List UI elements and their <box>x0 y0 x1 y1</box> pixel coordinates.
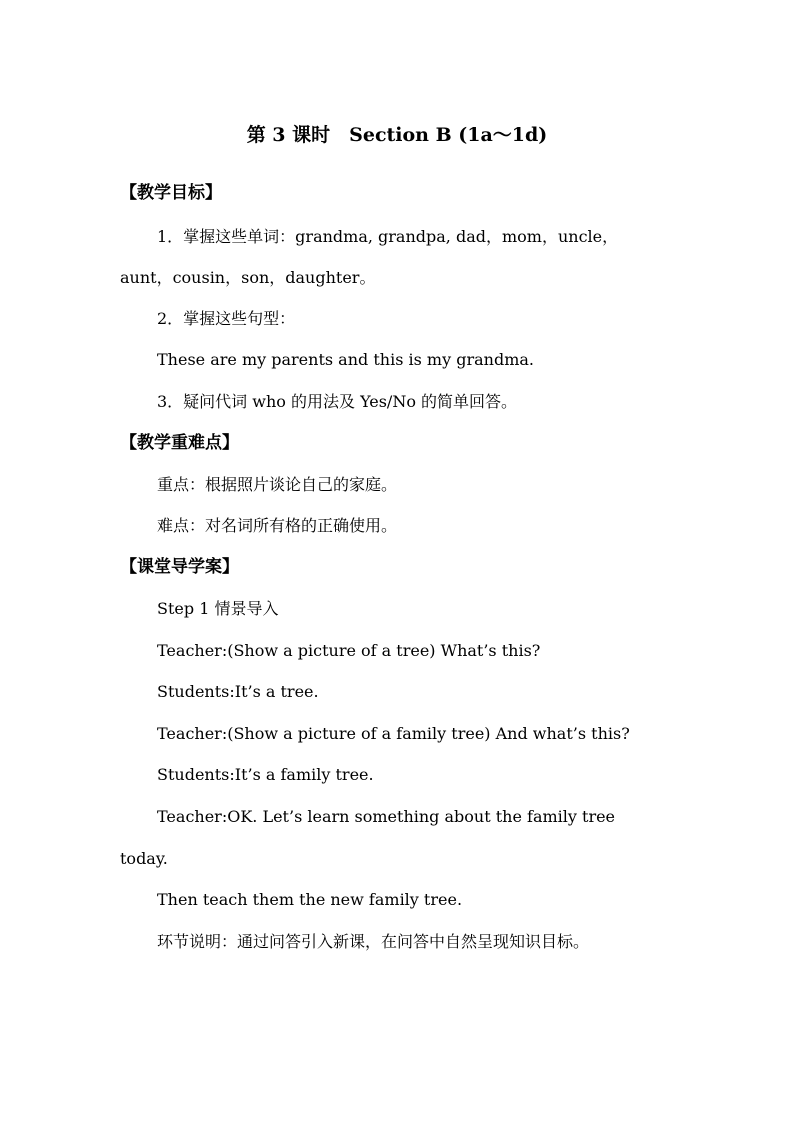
key-point-line: 难点：对名词所有格的正确使用。 <box>157 516 398 535</box>
objective-line: 3．疑问代词 who 的用法及 Yes/No 的简单回答。 <box>157 392 518 411</box>
lesson-plan-line: Teacher:OK. Let’s learn something about the family tree <box>157 807 616 826</box>
lesson-plan-line: Students:It’s a family tree. <box>157 765 374 784</box>
lesson-plan-line: Teacher:(Show a picture of a tree) What’s this? <box>157 641 541 660</box>
objective-line: aunt，cousin，son，daughter。 <box>120 268 376 287</box>
objective-line: These are my parents and this is my grandma. <box>157 350 534 369</box>
section-heading-objectives: 【教学目标】 <box>120 183 222 203</box>
key-point-line: 重点：根据照片谈论自己的家庭。 <box>157 475 398 494</box>
lesson-plan-line: 环节说明：通过问答引入新课，在问答中自然呈现知识目标。 <box>157 932 590 951</box>
lesson-plan-line: Then teach them the new family tree. <box>157 890 463 909</box>
lesson-plan-line: Step 1 情景导入 <box>157 599 279 618</box>
objective-line: 1．掌握这些单词：grandma, grandpa, dad，mom，uncle， <box>157 227 619 246</box>
lesson-plan-line: Teacher:(Show a picture of a family tree) And what’s this? <box>157 724 630 743</box>
objective-line: 2．掌握这些句型： <box>157 309 296 328</box>
section-heading-key-points: 【教学重难点】 <box>120 433 239 453</box>
lesson-title: 第 3 课时 Section B (1a～1d) <box>246 124 548 146</box>
section-heading-lesson-plan: 【课堂导学案】 <box>120 557 239 577</box>
lesson-plan-line: today. <box>120 849 168 868</box>
lesson-plan-line: Students:It’s a tree. <box>157 682 319 701</box>
